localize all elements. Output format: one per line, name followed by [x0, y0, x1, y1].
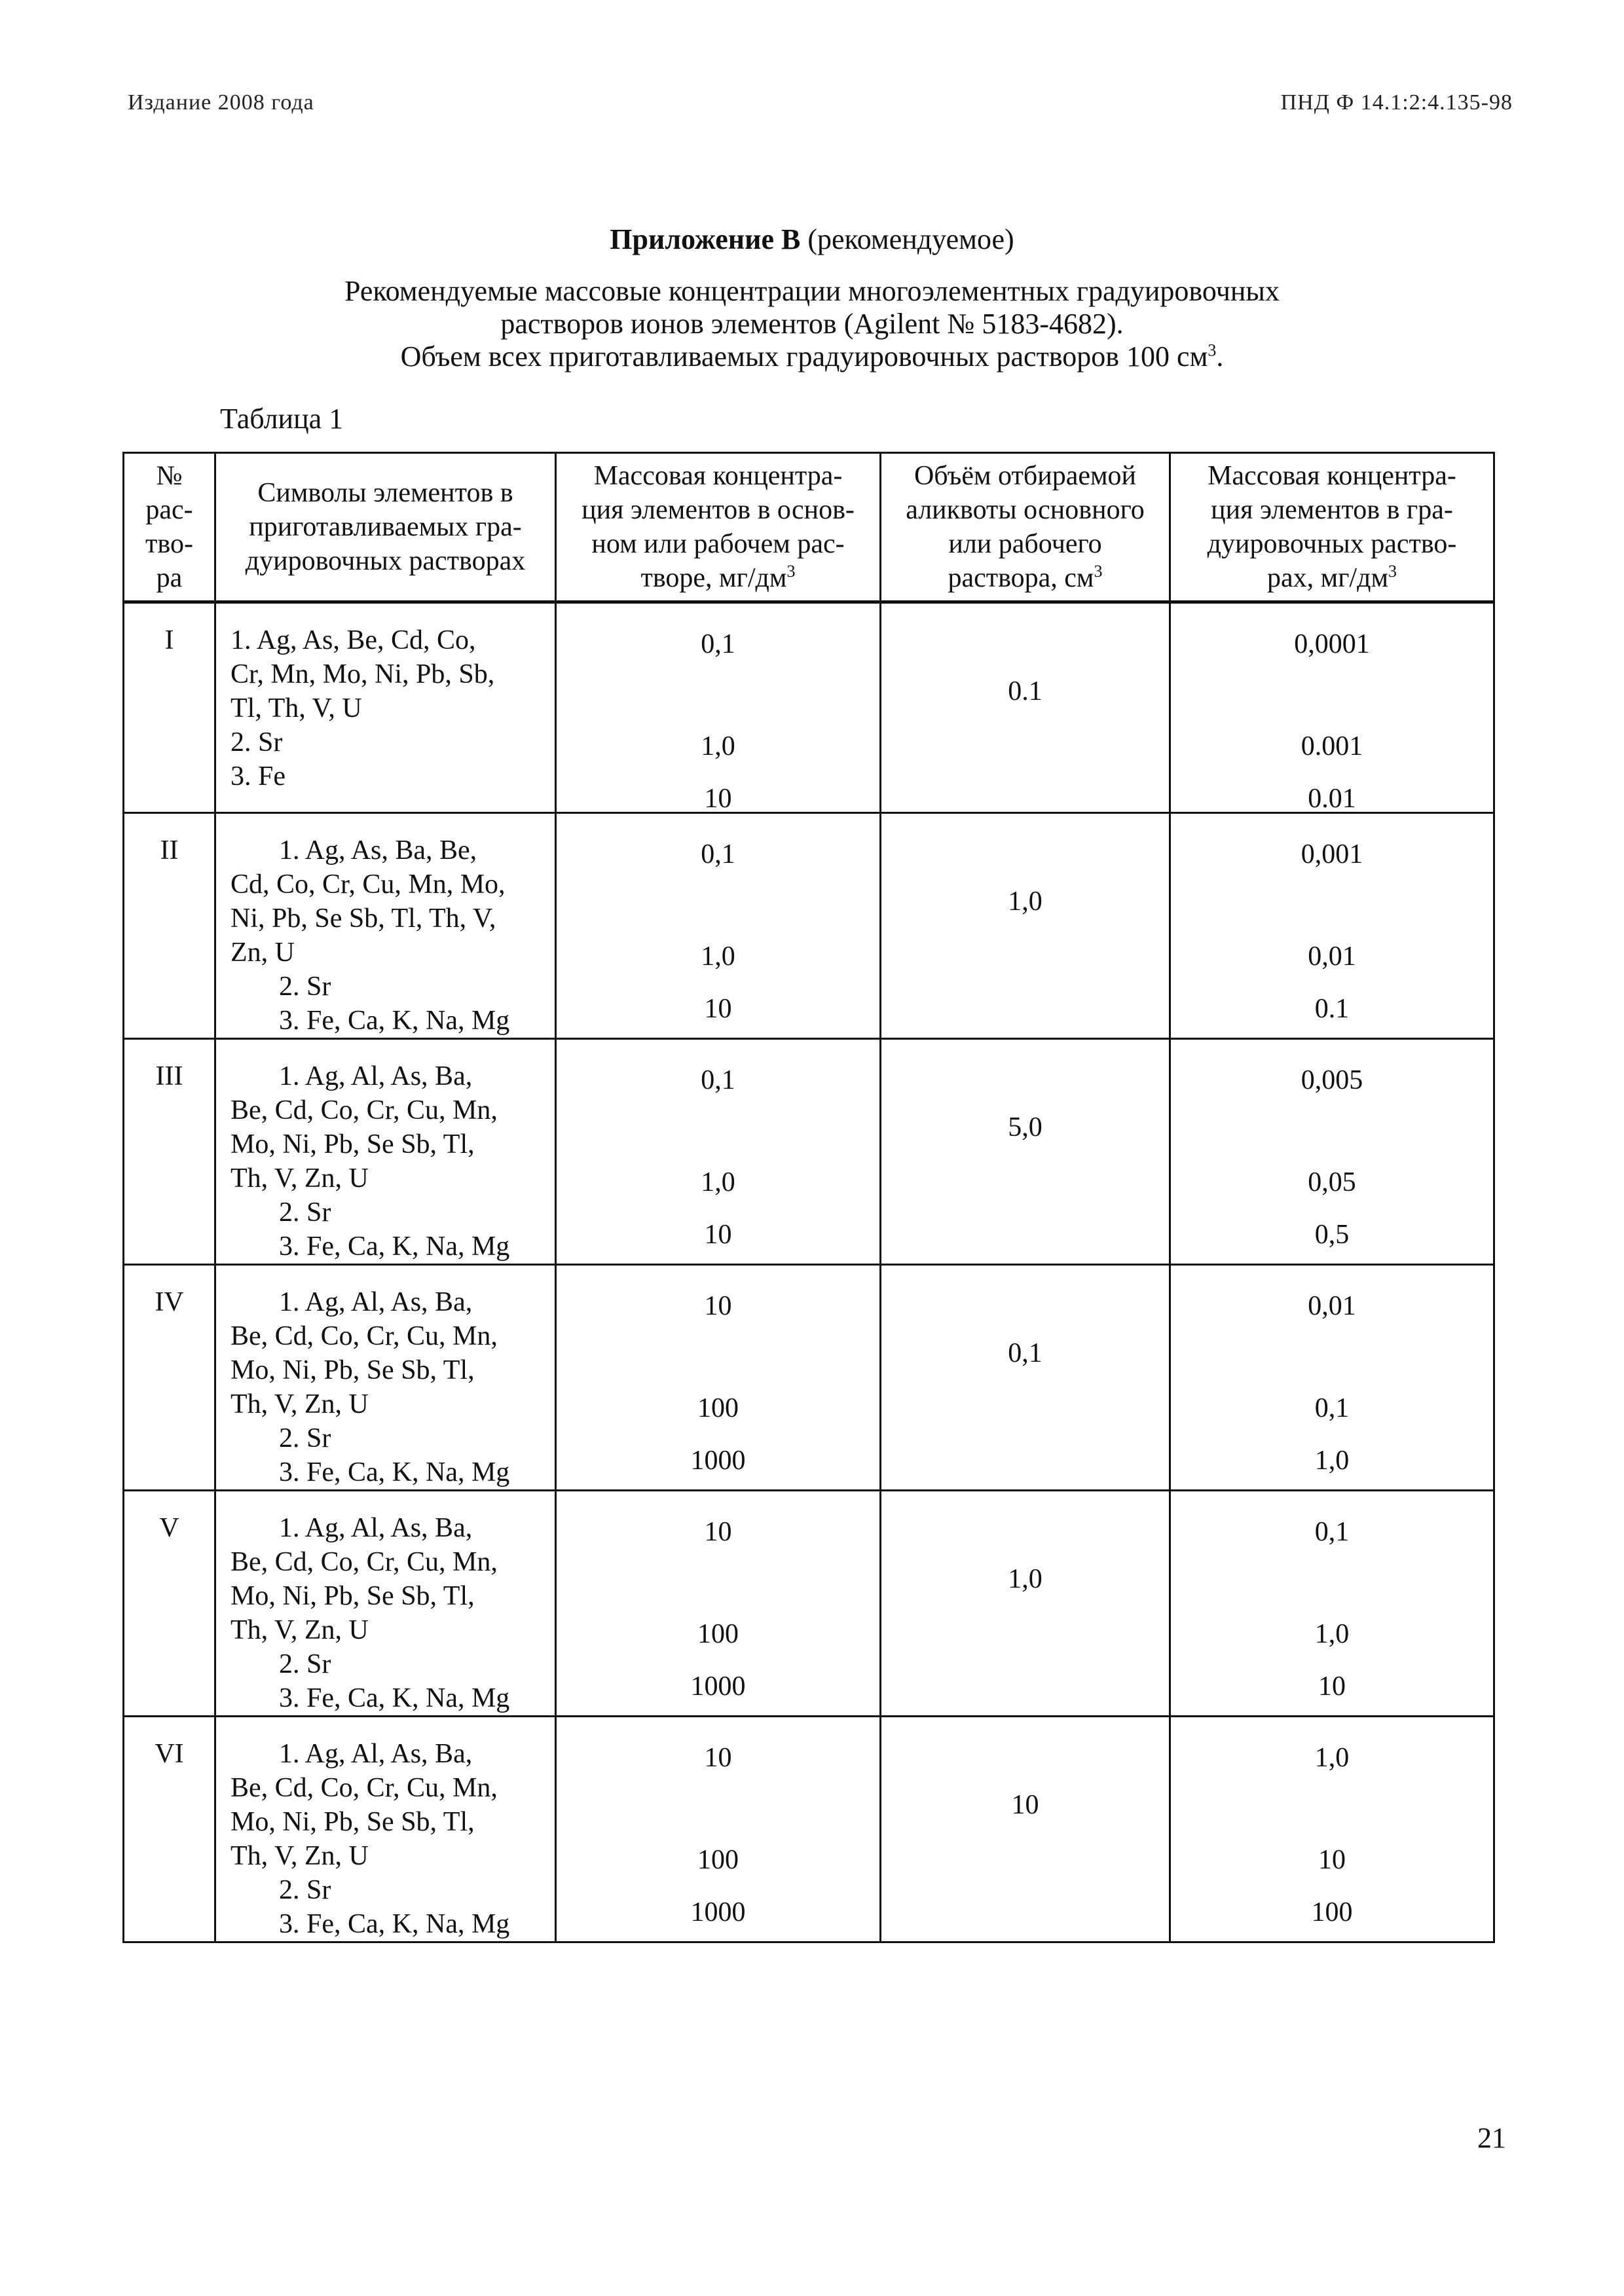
appendix-title-bold: Приложение В — [610, 223, 801, 255]
element-line: Mo, Ni, Pb, Se Sb, Tl, — [231, 1129, 475, 1159]
volume-value: 1,0 — [1008, 886, 1043, 917]
concentration-value: 10 — [704, 1743, 732, 1773]
table-row — [124, 1039, 1494, 1265]
stock-concentration — [556, 602, 881, 813]
concentration-value: 100 — [697, 1393, 739, 1423]
result-value: 1,0 — [1314, 1619, 1350, 1649]
solution-number: IV — [124, 1265, 215, 1491]
header-col4-unit: раствора, см — [948, 563, 1094, 593]
page-number: 21 — [1477, 2122, 1506, 2154]
result-value: 0.01 — [1308, 784, 1356, 814]
concentration-value: 10 — [704, 1517, 732, 1547]
element-line: 3. Fe, Ca, K, Na, Mg — [279, 1006, 510, 1036]
element-line: 2. Sr — [231, 727, 283, 757]
header-col3-line: ция элементов в основ- — [581, 495, 855, 525]
header-col3-line — [557, 561, 879, 595]
appendix-title-rest: (рекомендуемое) — [800, 223, 1014, 255]
result-value: 1,0 — [1314, 1446, 1350, 1476]
table-row — [124, 1265, 1494, 1491]
table-label: Таблица 1 — [220, 403, 344, 435]
header-stock-concentration — [556, 453, 881, 602]
volume-value: 5,0 — [1008, 1112, 1043, 1142]
aliquot-volume — [881, 1039, 1170, 1265]
concentration-value: 100 — [697, 1619, 739, 1649]
element-line: 2. Sr — [279, 1423, 331, 1453]
element-line: Mo, Ni, Pb, Se Sb, Tl, — [231, 1581, 475, 1611]
element-line: 3. Fe — [231, 761, 286, 792]
subtitle-line-1: Рекомендуемые массовые концентрации многоэлементных градуировочных — [344, 275, 1280, 307]
element-line: Th, V, Zn, U — [231, 1841, 369, 1871]
stock-concentration — [556, 1717, 881, 1942]
element-line: 3. Fe, Ca, K, Na, Mg — [279, 1231, 510, 1262]
result-value: 0,1 — [1314, 1393, 1350, 1423]
element-symbols — [215, 1039, 556, 1265]
element-line: 1. Ag, Al, As, Ba, — [279, 1287, 473, 1317]
header-col1-line: тво- — [145, 529, 193, 559]
result-value: 0,001 — [1301, 839, 1363, 869]
element-symbols — [215, 602, 556, 813]
element-symbols — [215, 1717, 556, 1942]
calibration-concentration — [1170, 1717, 1494, 1942]
result-value: 0,0001 — [1294, 629, 1370, 659]
header-col2-line: Символы элементов в — [257, 478, 513, 508]
element-line: Be, Cd, Co, Cr, Cu, Mn, — [231, 1321, 498, 1351]
header-col3-line: Массовая концентра- — [593, 461, 843, 491]
solution-number: II — [124, 813, 215, 1039]
solution-number: I — [124, 602, 215, 813]
element-line: 1. Ag, As, Be, Cd, Co, — [231, 625, 476, 655]
element-line: Cd, Co, Cr, Cu, Mn, Mo, — [231, 869, 506, 900]
element-line: 1. Ag, Al, As, Ba, — [279, 1061, 473, 1091]
subtitle-line-3-sup: 3 — [1208, 340, 1217, 360]
concentration-value: 1,0 — [701, 941, 735, 972]
result-value: 0,005 — [1301, 1065, 1363, 1095]
element-symbols — [215, 1491, 556, 1717]
result-value: 10 — [1318, 1845, 1346, 1875]
volume-value: 10 — [1011, 1790, 1039, 1820]
element-line: 1. Ag, As, Ba, Be, — [279, 835, 477, 866]
header-col2-line: дуировочных растворах — [245, 546, 526, 576]
stock-concentration — [556, 1039, 881, 1265]
table-row — [124, 813, 1494, 1039]
result-value: 1,0 — [1314, 1743, 1350, 1773]
calibration-concentration — [1170, 813, 1494, 1039]
element-line: Be, Cd, Co, Cr, Cu, Mn, — [231, 1547, 498, 1577]
concentration-value: 0,1 — [701, 629, 735, 659]
result-value: 0,1 — [1314, 1517, 1350, 1547]
header-col1-line: № — [156, 461, 183, 491]
subtitle-line-2: растворов ионов элементов (Agilent № 5183-4682). — [500, 308, 1124, 340]
table-row — [124, 1717, 1494, 1942]
aliquot-volume — [881, 1265, 1170, 1491]
element-line: Th, V, Zn, U — [231, 1615, 369, 1645]
element-line: Tl, Th, V, U — [231, 693, 362, 723]
result-value: 10 — [1318, 1671, 1346, 1702]
header-edition: Издание 2008 года — [128, 90, 314, 115]
result-value: 0,05 — [1308, 1167, 1356, 1197]
element-line: 2. Sr — [279, 1197, 331, 1228]
header-col5-line — [1171, 561, 1493, 595]
element-line: Be, Cd, Co, Cr, Cu, Mn, — [231, 1773, 498, 1803]
element-line: 2. Sr — [279, 1649, 331, 1679]
concentration-value: 10 — [704, 994, 732, 1024]
aliquot-volume — [881, 1491, 1170, 1717]
volume-value: 0.1 — [1008, 676, 1043, 706]
header-col3-sup: 3 — [786, 562, 796, 581]
header-col5-sup: 3 — [1388, 562, 1397, 581]
solution-number: V — [124, 1491, 215, 1717]
header-document-code: ПНД Ф 14.1:2:4.135-98 — [1280, 90, 1513, 115]
element-line: Zn, U — [231, 938, 295, 968]
element-symbols — [215, 1265, 556, 1491]
concentration-value: 1000 — [690, 1671, 746, 1702]
concentration-value: 100 — [697, 1845, 739, 1875]
aliquot-volume — [881, 1717, 1170, 1942]
header-col1-line: ра — [156, 563, 183, 593]
stock-concentration — [556, 813, 881, 1039]
element-line: Cr, Mn, Mo, Ni, Pb, Sb, — [231, 659, 495, 689]
element-line: 3. Fe, Ca, K, Na, Mg — [279, 1457, 510, 1487]
header-col5-unit: рах, мг/дм — [1266, 563, 1389, 593]
header-element-symbols — [215, 453, 556, 602]
header-col4-line — [881, 561, 1169, 595]
table-row — [124, 1491, 1494, 1717]
stock-concentration — [556, 1491, 881, 1717]
subtitle-line-3-text: Объем всех приготавливаемых градуировочных растворов 100 см — [400, 340, 1208, 373]
result-value: 100 — [1311, 1897, 1353, 1927]
calibration-concentration — [1170, 1491, 1494, 1717]
header-calibration-concentration — [1170, 453, 1494, 602]
aliquot-volume — [881, 813, 1170, 1039]
element-line: Th, V, Zn, U — [231, 1163, 369, 1194]
concentration-value: 1000 — [690, 1897, 746, 1927]
calibration-concentration — [1170, 1039, 1494, 1265]
header-col3-unit: творе, мг/дм — [640, 563, 787, 593]
element-line: 1. Ag, Al, As, Ba, — [279, 1513, 473, 1543]
concentration-value: 1,0 — [701, 1167, 735, 1197]
element-line: 1. Ag, Al, As, Ba, — [279, 1739, 473, 1769]
appendix-subtitle — [196, 275, 1428, 373]
element-line: 2. Sr — [279, 972, 331, 1002]
element-line: Mo, Ni, Pb, Se Sb, Tl, — [231, 1355, 475, 1385]
header-solution-number — [124, 453, 215, 602]
concentration-value: 10 — [704, 784, 732, 814]
header-col4-sup: 3 — [1094, 562, 1103, 581]
volume-value: 0,1 — [1008, 1338, 1043, 1368]
calibration-table — [122, 452, 1495, 1943]
header-col4-line: Объём отбираемой — [913, 461, 1137, 491]
element-line: 3. Fe, Ca, K, Na, Mg — [279, 1683, 510, 1713]
calibration-concentration — [1170, 602, 1494, 813]
element-line: Ni, Pb, Se Sb, Tl, Th, V, — [231, 903, 496, 934]
concentration-value: 0,1 — [701, 839, 735, 869]
table-header-row — [124, 453, 1494, 602]
appendix-title — [0, 223, 1624, 256]
element-symbols — [215, 813, 556, 1039]
element-line: Mo, Ni, Pb, Se Sb, Tl, — [231, 1807, 475, 1837]
element-line: Th, V, Zn, U — [231, 1389, 369, 1419]
concentration-value: 1000 — [690, 1446, 746, 1476]
result-value: 0,5 — [1314, 1220, 1350, 1250]
concentration-value: 0,1 — [701, 1065, 735, 1095]
header-col5-line: ция элементов в гра- — [1211, 495, 1453, 525]
element-line: Be, Cd, Co, Cr, Cu, Mn, — [231, 1095, 498, 1125]
header-aliquot-volume — [881, 453, 1170, 602]
table-row — [124, 602, 1494, 813]
element-line: 2. Sr — [279, 1875, 331, 1905]
result-value: 0,01 — [1308, 1291, 1356, 1321]
volume-value: 1,0 — [1008, 1564, 1043, 1594]
header-col5-line: Массовая концентра- — [1208, 461, 1456, 491]
header-col4-line: или рабочего — [948, 529, 1102, 559]
concentration-value: 10 — [704, 1220, 732, 1250]
result-value: 0.001 — [1301, 731, 1363, 761]
element-line: 3. Fe, Ca, K, Na, Mg — [279, 1909, 510, 1939]
header-col5-line: дуировочных раство- — [1207, 529, 1457, 559]
calibration-concentration — [1170, 1265, 1494, 1491]
header-col3-line: ном или рабочем рас- — [591, 529, 845, 559]
result-value: 0.1 — [1314, 994, 1350, 1024]
stock-concentration — [556, 1265, 881, 1491]
result-value: 0,01 — [1308, 941, 1356, 972]
subtitle-line-3-end: . — [1216, 340, 1224, 373]
header-col1-line: рас- — [145, 495, 193, 525]
solution-number: VI — [124, 1717, 215, 1942]
solution-number: III — [124, 1039, 215, 1265]
concentration-value: 1,0 — [701, 731, 735, 761]
concentration-value: 10 — [704, 1291, 732, 1321]
aliquot-volume — [881, 602, 1170, 813]
header-col4-line: аликвоты основного — [906, 495, 1145, 525]
subtitle-line-3 — [196, 340, 1428, 373]
header-col2-line: приготавливаемых гра- — [249, 512, 522, 542]
